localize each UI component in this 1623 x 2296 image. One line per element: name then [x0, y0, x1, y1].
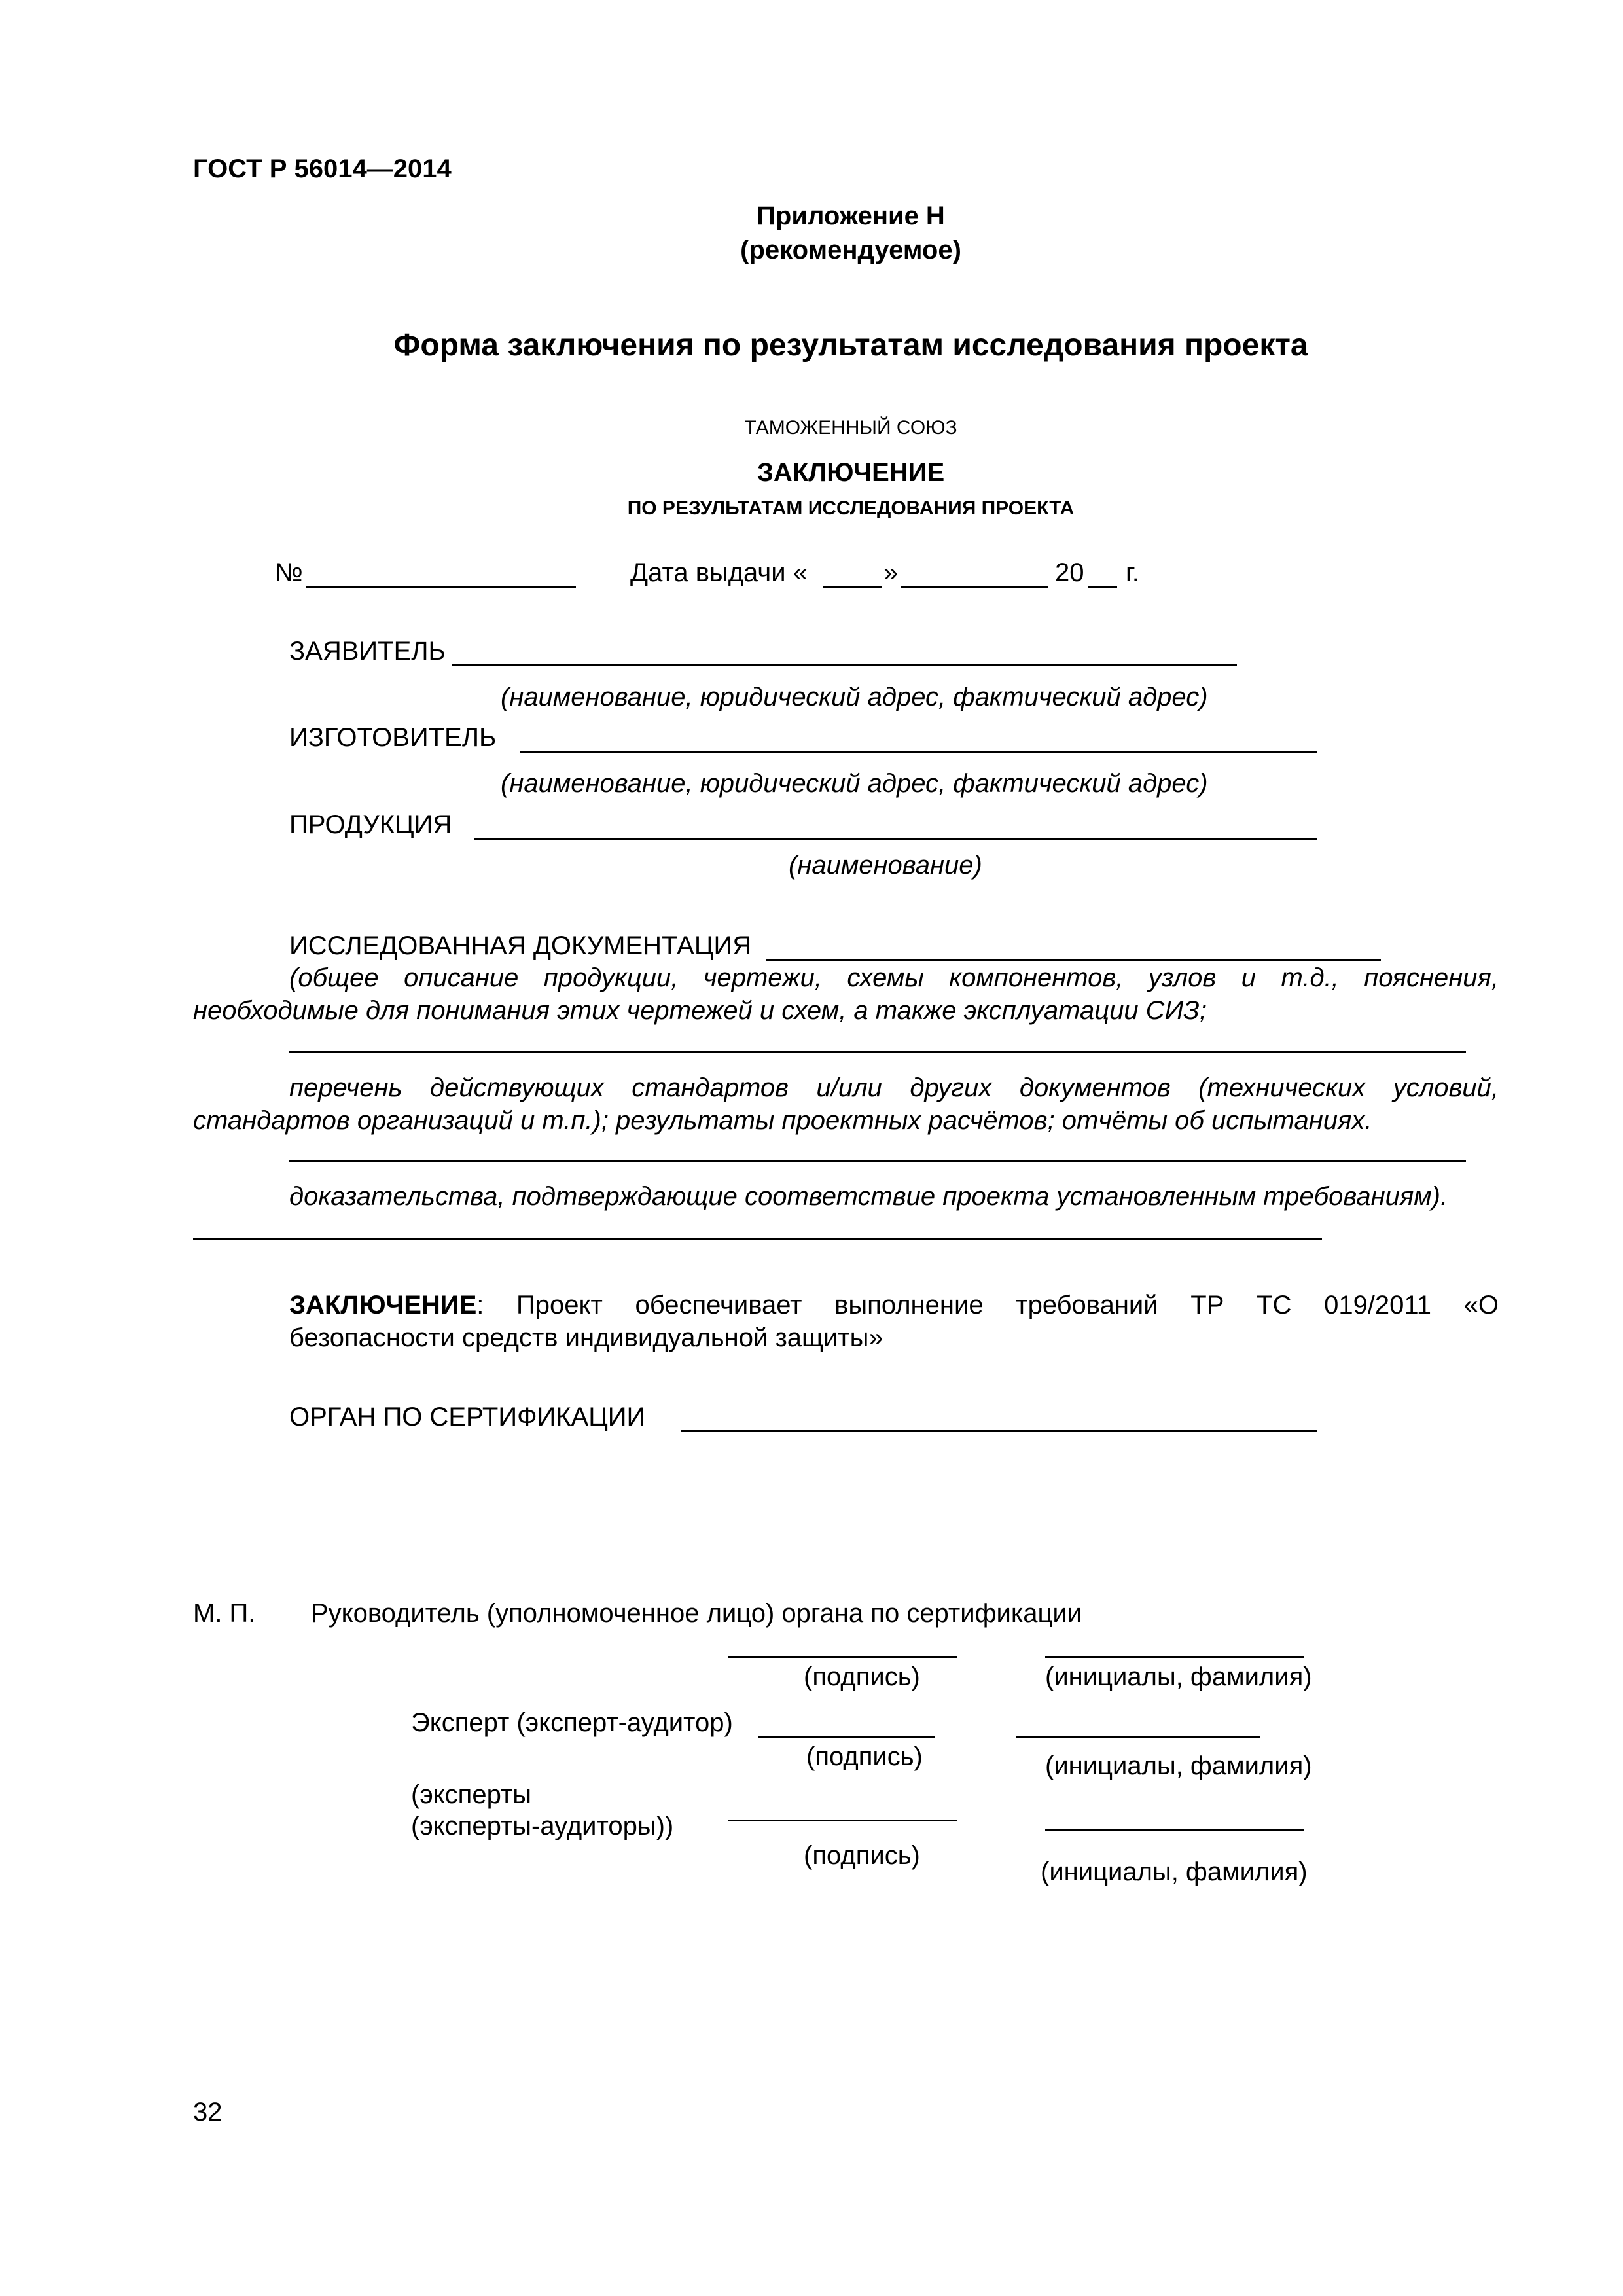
expert-signature-line	[758, 1736, 935, 1738]
docs-label: ИССЛЕДОВАННАЯ ДОКУМЕНТАЦИЯ	[289, 931, 752, 960]
conclusion-line2: безопасности средств индивидуальной защиты»	[289, 1323, 883, 1352]
day-line	[823, 586, 882, 588]
date-label: Дата выдачи «	[630, 558, 808, 587]
manufacturer-label: ИЗГОТОВИТЕЛЬ	[289, 723, 497, 752]
appendix-title: Приложение Н	[757, 202, 945, 230]
head-label: Руководитель (уполномоченное лицо) органа по сертификации	[311, 1599, 1082, 1628]
form-title: Форма заключения по результатам исследования проекта	[393, 328, 1308, 363]
experts-label-line1: (эксперты	[411, 1780, 532, 1809]
applicant-label: ЗАЯВИТЕЛЬ	[289, 637, 446, 666]
docs-line-3	[289, 1160, 1466, 1162]
docs-line-2	[289, 1051, 1466, 1053]
experts-name-hint: (инициалы, фамилия)	[1041, 1857, 1308, 1886]
conclusion-label: ЗАКЛЮЧЕНИЕ	[289, 1291, 477, 1319]
expert-signature-hint: (подпись)	[806, 1742, 923, 1771]
product-label: ПРОДУКЦИЯ	[289, 810, 452, 839]
applicant-line	[452, 664, 1237, 666]
doc-title: ЗАКЛЮЧЕНИЕ	[757, 458, 945, 487]
manufacturer-hint: (наименование, юридический адрес, фактический адрес)	[501, 769, 1208, 798]
expert-name-hint: (инициалы, фамилия)	[1045, 1751, 1312, 1780]
experts-label-line2: (эксперты-аудиторы))	[411, 1812, 674, 1840]
year-label: 20	[1055, 558, 1084, 587]
head-name-line	[1045, 1656, 1304, 1658]
month-line	[901, 586, 1048, 588]
expert-name-line	[1016, 1736, 1260, 1738]
product-line	[474, 838, 1317, 840]
docs-hint1-line1: (общее описание продукции, чертежи, схемы компонентов, узлов и т.д., пояснения,	[289, 963, 1499, 992]
number-label: №	[275, 558, 303, 587]
manufacturer-line	[520, 751, 1317, 753]
cert-body-label: ОРГАН ПО СЕРТИФИКАЦИИ	[289, 1403, 646, 1431]
expert-label: Эксперт (эксперт-аудитор)	[411, 1708, 733, 1737]
customs-union: ТАМОЖЕННЫЙ СОЮЗ	[744, 417, 957, 439]
experts-name-line	[1045, 1829, 1304, 1831]
conclusion-line1: : Проект обеспечивает выполнение требований ТР ТС 019/2011 «О	[476, 1291, 1499, 1319]
year-suffix: г.	[1126, 558, 1139, 587]
docs-hint2-line2: стандартов организаций и т.п.); результаты проектных расчётов; отчёты об испытаниях.	[193, 1106, 1372, 1135]
experts-signature-hint: (подпись)	[804, 1841, 920, 1870]
docs-line	[766, 959, 1381, 961]
docs-hint2-line1: перечень действующих стандартов и/или других документов (технических условий,	[289, 1073, 1499, 1102]
cert-body-line	[681, 1430, 1317, 1432]
number-line	[306, 586, 576, 588]
head-name-hint: (инициалы, фамилия)	[1045, 1662, 1312, 1691]
head-signature-hint: (подпись)	[804, 1662, 920, 1691]
doc-subtitle: ПО РЕЗУЛЬТАТАМ ИССЛЕДОВАНИЯ ПРОЕКТА	[627, 497, 1075, 519]
docs-hint1-line2: необходимые для понимания этих чертежей и схем, а также эксплуатации СИЗ;	[193, 996, 1207, 1025]
appendix-type: (рекомендуемое)	[740, 236, 961, 264]
docs-hint3: доказательства, подтверждающие соответствие проекта установленным требованиям).	[289, 1182, 1448, 1211]
standard-code: ГОСТ Р 56014—2014	[193, 154, 452, 183]
docs-line-4	[193, 1238, 1322, 1240]
conclusion-paragraph	[289, 1291, 1499, 1320]
stamp-label: М. П.	[193, 1599, 256, 1628]
applicant-hint: (наименование, юридический адрес, фактический адрес)	[501, 683, 1208, 711]
head-signature-line	[728, 1656, 957, 1658]
experts-signature-line	[728, 1820, 957, 1821]
page-number: 32	[193, 2098, 223, 2126]
year-line	[1088, 586, 1117, 588]
date-mid: »	[883, 558, 899, 587]
product-hint: (наименование)	[789, 851, 982, 880]
